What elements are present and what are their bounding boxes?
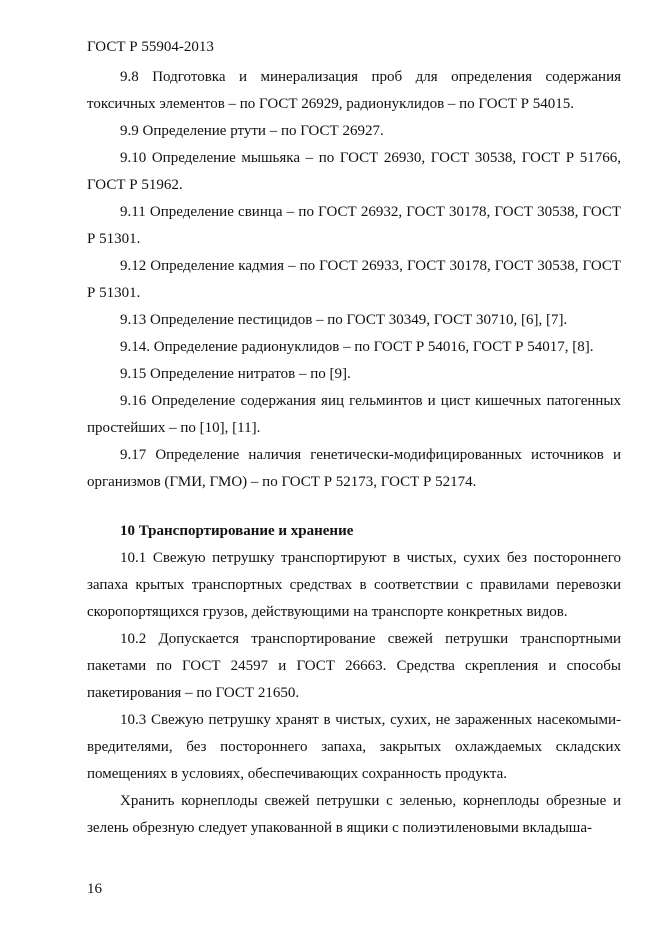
page-number: 16 (87, 881, 102, 897)
paragraph-9-10: 9.10 Определение мышьяка – по ГОСТ 26930, ГОСТ 30538, ГОСТ Р 51766, ГОСТ Р 51962. (87, 150, 621, 193)
paragraph-9-17: 9.17 Определение наличия генетически-модифицированных источников и организмов (ГМИ, ГМО) – по ГОСТ Р 52173, ГОСТ Р 52174. (87, 447, 621, 490)
paragraph-9-16: 9.16 Определение содержания яиц гельминтов и цист кишечных патогенных простейших – по [10], [11]. (87, 393, 621, 436)
paragraph-9-12: 9.12 Определение кадмия – по ГОСТ 26933, ГОСТ 30178, ГОСТ 30538, ГОСТ Р 51301. (87, 258, 621, 301)
paragraph-9-14: 9.14. Определение радионуклидов – по ГОСТ Р 54016, ГОСТ Р 54017, [8]. (120, 339, 594, 355)
paragraph-10-1: 10.1 Свежую петрушку транспортируют в чистых, сухих без постороннего запаха крытых транспортных средствах в соответствии с правилами перевозки скоропортящихся грузов, действующими на транспорте конкретных видов. (87, 550, 621, 620)
paragraph-9-9: 9.9 Определение ртути – по ГОСТ 26927. (120, 123, 384, 139)
paragraph-storage: Хранить корнеплоды свежей петрушки с зеленью, корнеплоды обрезные и зелень обрезную следует упакованной в ящики с полиэтиленовыми вкладыша- (87, 793, 621, 836)
paragraph-9-8: 9.8 Подготовка и минерализация проб для определения содержания токсичных элементов – по ГОСТ 26929, радионуклидов – по ГОСТ Р 54015. (87, 69, 621, 112)
document-header: ГОСТ Р 55904-2013 (87, 39, 214, 55)
paragraph-9-13: 9.13 Определение пестицидов – по ГОСТ 30349, ГОСТ 30710, [6], [7]. (120, 312, 568, 328)
paragraph-10-3: 10.3 Свежую петрушку хранят в чистых, сухих, не зараженных насекомыми-вредителями, без постороннего запаха, закрытых охлаждаемых складских помещениях в условиях, обеспечивающих сохранность продукта. (87, 712, 621, 782)
paragraph-9-15: 9.15 Определение нитратов – по [9]. (120, 366, 351, 382)
paragraph-10-2: 10.2 Допускается транспортирование свежей петрушки транспортными пакетами по ГОСТ 24597 и ГОСТ 26663. Средства скрепления и способы пакетирования – по ГОСТ 21650. (87, 631, 621, 701)
section-heading: 10 Транспортирование и хранение (120, 523, 354, 539)
document-body (87, 64, 621, 842)
paragraph-9-11: 9.11 Определение свинца – по ГОСТ 26932, ГОСТ 30178, ГОСТ 30538, ГОСТ Р 51301. (87, 204, 621, 247)
